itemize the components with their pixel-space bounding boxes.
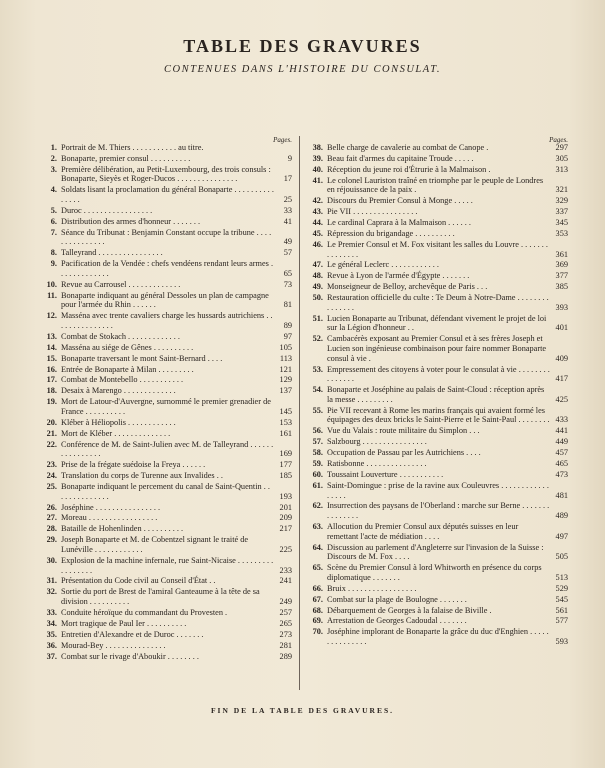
entry-title: Restauration officielle du culte : Te Deum à Notre-Dame . . . . . . . . . . . . . . . — [327, 293, 549, 312]
entry-title: Pie VII . . . . . . . . . . . . . . . . — [327, 207, 418, 217]
entry-page: 97 — [283, 331, 292, 341]
entry-number: 45. — [312, 228, 323, 238]
column-divider — [299, 136, 300, 690]
entry-title: Cambacérès exposant au Premier Consul et à ses frères Joseph et Lucien son ingénieuse combinaison pour faire nommer Bonaparte consul à vie . — [327, 334, 547, 363]
entry-title: Monseigneur de Belloy, archevêque de Paris . . . — [327, 282, 488, 292]
entry-number: 12. — [46, 311, 57, 321]
entry-title: Explosion de la machine infernale, rue Saint-Nicaise . . . . . . . . . . . . . . . . . — [61, 555, 274, 575]
entry-page: 361 — [555, 249, 568, 259]
list-item — [306, 595, 568, 605]
entry-page: 161 — [279, 428, 292, 438]
entry-page: 241 — [279, 576, 292, 586]
entry-title: Combat de Montebello . . . . . . . . . . . — [61, 375, 184, 385]
list-item — [40, 608, 292, 618]
left-column — [40, 136, 292, 662]
entry-title: Combat de Stokach . . . . . . . . . . . . . — [61, 331, 180, 341]
entry-title: Salzbourg . . . . . . . . . . . . . . . . — [327, 437, 427, 447]
list-item — [40, 641, 292, 651]
entry-number: 32. — [46, 587, 57, 597]
entry-number: 51. — [312, 313, 323, 323]
entry-page: 177 — [279, 460, 292, 470]
entry-title: Scène du Premier Consul à lord Whitworth en présence du corps diplomatique . . . . . . . — [327, 563, 542, 582]
list-item — [306, 282, 568, 292]
list-item — [306, 260, 568, 270]
entry-number: 44. — [312, 218, 323, 228]
entry-page: 153 — [279, 417, 292, 427]
entry-page: 401 — [555, 323, 568, 333]
list-item — [40, 217, 292, 227]
entry-page: 481 — [555, 490, 568, 500]
entry-page: 273 — [279, 629, 292, 639]
entry-page: 169 — [279, 449, 292, 459]
entry-page: 593 — [555, 637, 568, 647]
list-item — [40, 354, 292, 364]
list-item — [306, 196, 568, 206]
entry-page: 505 — [555, 552, 568, 562]
entry-number: 60. — [312, 469, 323, 479]
list-item — [306, 470, 568, 480]
entry-title: Bonaparte et Joséphine au palais de Saint-Cloud : réception après la messe . . . . . . . . . — [327, 385, 545, 404]
entry-title: Répression du brigandage . . . . . . . . . . — [327, 228, 455, 238]
list-item — [306, 154, 568, 164]
entry-number: 15. — [46, 353, 57, 363]
list-item — [40, 471, 292, 481]
entry-page: 337 — [555, 207, 568, 217]
entry-number: 70. — [312, 627, 323, 637]
right-column — [306, 136, 568, 648]
list-item — [306, 437, 568, 447]
entry-number: 49. — [312, 282, 323, 292]
entry-title: Bruix . . . . . . . . . . . . . . . . . — [327, 583, 417, 593]
entry-title: Conférence de M. de Saint-Julien avec M. de Talleyrand . . . . . . . . . . . . . . . . — [61, 439, 274, 459]
entry-number: 1. — [50, 143, 57, 152]
entry-title: Joseph Bonaparte et M. de Cobentzel signant le traité de Lunéville . . . . . . . . . . . . — [61, 535, 249, 554]
entry-title: Lucien Bonaparte au Tribunat, défendant vivement le projet de loi sur la Légion d'honneur . . — [327, 313, 547, 333]
entry-number: 63. — [312, 522, 323, 531]
entry-number: 52. — [312, 334, 323, 344]
list-item — [40, 556, 292, 575]
list-item — [306, 543, 568, 562]
list-item — [306, 293, 568, 312]
list-item — [306, 207, 568, 217]
entry-title: Prise de la frégate suédoise la Freya . . . . . . — [61, 460, 206, 470]
entry-number: 4. — [50, 185, 57, 195]
entry-number: 64. — [312, 542, 323, 552]
list-item — [306, 616, 568, 626]
entry-page: 305 — [555, 153, 568, 163]
entry-title: Toussaint Louverture . . . . . . . . . . . — [327, 469, 444, 479]
entry-number: 30. — [46, 555, 57, 565]
entry-title: Sortie du port de Brest de l'amiral Ganteaume à la tête de sa division . . . . . . . . . . — [61, 587, 260, 607]
list-item — [306, 584, 568, 594]
list-item — [40, 206, 292, 216]
entry-title: Mort de Kléber . . . . . . . . . . . . . . — [61, 428, 171, 438]
entry-page: 393 — [555, 302, 568, 312]
footer-text: FIN DE LA TABLE DES GRAVURES. — [210, 706, 395, 715]
entry-page: 385 — [555, 282, 568, 292]
page-subtitle: CONTENUES DANS L'HISTOIRE DU CONSULAT. — [164, 64, 441, 75]
list-item — [306, 448, 568, 458]
list-item — [40, 397, 292, 416]
entry-page: 321 — [555, 185, 568, 195]
entry-page: 145 — [279, 406, 292, 416]
entry-title: Mort de Latour-d'Auvergne, surnommé le premier grenadier de France . . . . . . . . . . — [61, 397, 271, 416]
entry-number: 48. — [312, 271, 323, 281]
page-title: TABLE DES GRAVURES — [183, 36, 422, 56]
list-item — [40, 587, 292, 606]
list-item — [40, 165, 292, 184]
entry-page: 353 — [555, 228, 568, 238]
entry-page: 577 — [555, 616, 568, 626]
entry-title: Joséphine implorant de Bonaparte la grâce du duc d'Enghien . . . . . . . . . . . . . . . — [327, 627, 549, 647]
entry-page: 529 — [555, 583, 568, 593]
list-item — [40, 259, 292, 278]
entry-number: 19. — [46, 397, 57, 407]
entry-number: 9. — [50, 259, 57, 269]
entry-number: 38. — [312, 143, 323, 152]
entry-number: 5. — [50, 205, 57, 215]
entry-number: 37. — [46, 651, 57, 661]
entry-number: 20. — [46, 417, 57, 427]
list-item — [306, 426, 568, 436]
list-item — [306, 481, 568, 500]
entry-page: 201 — [279, 502, 292, 512]
entry-title: Bonaparte, premier consul . . . . . . . . . . — [61, 153, 191, 163]
entry-page: 433 — [555, 415, 568, 425]
list-item — [40, 576, 292, 586]
list-item — [40, 332, 292, 342]
entry-page: 449 — [555, 437, 568, 447]
entry-title: Saint-Domingue : prise de la ravine aux Couleuvres . . . . . . . . . . . . . . . . . — [327, 480, 549, 500]
entry-page: 465 — [555, 459, 568, 469]
list-item — [40, 652, 292, 662]
entry-number: 50. — [312, 293, 323, 303]
entry-page: 425 — [555, 394, 568, 404]
entry-title: Le Premier Consul et M. Fox visitant les salles du Louvre . . . . . . . . . . . . . . . — [327, 239, 548, 259]
entry-page: 137 — [279, 386, 292, 396]
entry-page: 281 — [279, 640, 292, 650]
entry-page: 369 — [555, 260, 568, 270]
list-item — [40, 630, 292, 640]
list-item — [40, 524, 292, 534]
list-item — [306, 229, 568, 239]
entry-page: 377 — [555, 271, 568, 281]
entry-page: 545 — [555, 594, 568, 604]
list-item — [306, 314, 568, 333]
list-item — [306, 143, 568, 153]
list-item — [306, 240, 568, 259]
entry-page: 65 — [283, 268, 292, 278]
pages-header-left: Pages. — [273, 136, 292, 144]
entry-page: 49 — [283, 237, 292, 247]
entry-page: 249 — [279, 597, 292, 607]
list-item — [306, 522, 568, 541]
entry-number: 25. — [46, 482, 57, 491]
entry-number: 62. — [312, 501, 323, 511]
entry-title: Arrestation de Georges Cadoudal . . . . . . . — [327, 616, 467, 626]
entry-title: Le général Leclerc . . . . . . . . . . . . — [327, 260, 439, 270]
list-item — [306, 406, 568, 425]
entry-title: Distribution des armes d'honneur . . . . . . . — [61, 216, 201, 226]
entry-page: 513 — [555, 572, 568, 582]
entry-number: 14. — [46, 342, 57, 352]
entry-title: Masséna au siége de Gênes . . . . . . . . . . — [61, 342, 194, 352]
entry-number: 24. — [46, 471, 57, 481]
entry-number: 35. — [46, 629, 57, 639]
list-item — [40, 154, 292, 164]
entry-title: Revue au Carrousel . . . . . . . . . . . . . — [61, 279, 181, 289]
entry-title: Occupation de Passau par les Autrichiens . . . . — [327, 448, 481, 458]
list-item — [306, 385, 568, 404]
entry-page: 41 — [283, 216, 292, 226]
entry-page: 185 — [279, 471, 292, 481]
entry-title: Moreau . . . . . . . . . . . . . . . . . — [61, 513, 158, 523]
entry-page: 473 — [555, 469, 568, 479]
list-item — [40, 482, 292, 501]
entry-page: 105 — [279, 342, 292, 352]
entry-page: 313 — [555, 164, 568, 174]
list-item — [306, 365, 568, 384]
entry-page: 257 — [279, 607, 292, 617]
list-item — [306, 176, 568, 195]
entry-title: Soldats lisant la proclamation du général Bonaparte . . . . . . . . . . . . . . . — [61, 185, 274, 205]
entry-page: 345 — [555, 218, 568, 228]
entry-number: 7. — [50, 227, 57, 237]
entry-number: 46. — [312, 239, 323, 249]
entry-number: 11. — [47, 290, 57, 300]
entry-page: 497 — [555, 531, 568, 541]
entry-page: 25 — [283, 195, 292, 205]
entry-page: 489 — [555, 511, 568, 521]
list-item — [40, 503, 292, 513]
entry-title: Pacification de la Vendée : chefs vendéens rendant leurs armes . . . . . . . . . . . . . — [61, 259, 274, 278]
entry-title: Allocution du Premier Consul aux députés suisses en leur remettant l'acte de médiation . . . . — [327, 522, 519, 541]
entry-title: Desaix à Marengo . . . . . . . . . . . . . — [61, 386, 176, 396]
entry-title: Entretien d'Alexandre et de Duroc . . . . . . . — [61, 629, 204, 639]
entry-title: Entrée de Bonaparte à Milan . . . . . . . . . — [61, 364, 194, 374]
entry-title: Mourad-Bey . . . . . . . . . . . . . . . — [61, 640, 166, 650]
list-item — [40, 343, 292, 353]
entry-title: Présentation du Code civil au Conseil d'État . . — [61, 576, 216, 586]
list-item — [40, 375, 292, 385]
entry-number: 10. — [46, 279, 57, 289]
entry-title: Le cardinal Caprara à la Malmaison . . . . . . — [327, 218, 471, 228]
entry-page: 297 — [555, 143, 568, 152]
entry-number: 33. — [46, 607, 57, 617]
entry-title: Première délibération, au Petit-Luxembourg, des trois consuls : Bonaparte, Sieyès et Roger-Ducos . . . . . . . . . . . . . . . — [61, 164, 271, 184]
entry-title: Bonaparte traversant le mont Saint-Bernard . . . . — [61, 353, 223, 363]
list-item — [40, 386, 292, 396]
list-item — [40, 280, 292, 290]
entry-number: 43. — [312, 207, 323, 217]
entry-number: 53. — [312, 364, 323, 374]
list-item — [306, 563, 568, 582]
entry-title: Mort tragique de Paul Ier . . . . . . . . . . — [61, 618, 187, 628]
list-item — [306, 459, 568, 469]
entry-title: Bataille de Hohenlinden . . . . . . . . . . — [61, 524, 184, 534]
entry-number: 69. — [312, 616, 323, 626]
entry-number: 67. — [312, 594, 323, 604]
entry-page: 561 — [555, 605, 568, 615]
entry-number: 29. — [46, 535, 57, 545]
entry-number: 68. — [312, 605, 323, 615]
list-item — [40, 535, 292, 554]
list-item — [306, 218, 568, 228]
list-item — [306, 606, 568, 616]
entry-page: 121 — [279, 364, 292, 374]
entry-title: Duroc . . . . . . . . . . . . . . . . . — [61, 205, 153, 215]
list-item — [40, 513, 292, 523]
entry-number: 42. — [312, 196, 323, 206]
entry-page: 209 — [279, 513, 292, 523]
list-item — [306, 627, 568, 646]
entry-page: 57 — [283, 248, 292, 258]
entry-title: Bonaparte indiquant le percement du canal de Saint-Quentin . . . . . . . . . . . . . . — [61, 482, 270, 501]
entry-title: Talleyrand . . . . . . . . . . . . . . . . — [61, 248, 163, 258]
entry-number: 2. — [50, 153, 57, 163]
entry-title: Le colonel Lauriston traîné en triomphe par le peuple de Londres en réjouissance de la paix . — [327, 175, 544, 195]
list-item — [40, 429, 292, 439]
entry-number: 28. — [46, 524, 57, 534]
list-item — [40, 228, 292, 247]
entry-title: Masséna avec trente cavaliers charge les hussards autrichiens . . . . . . . . . . . . . . . — [61, 311, 273, 331]
entry-number: 22. — [46, 439, 57, 449]
entry-number: 54. — [312, 385, 323, 395]
list-item — [40, 185, 292, 204]
entry-number: 58. — [312, 448, 323, 458]
entry-title: Bonaparte indiquant au général Dessoles un plan de campagne pour l'armée du Rhin . . . . . . — [61, 290, 269, 310]
entry-number: 56. — [312, 426, 323, 436]
entry-page: 217 — [279, 524, 292, 534]
entry-number: 39. — [312, 153, 323, 163]
entry-page: 113 — [279, 353, 292, 363]
entry-page: 417 — [555, 374, 568, 384]
entry-title: Discussion au parlement d'Angleterre sur l'invasion de la Suisse : Discours de M. Fox . . . . — [327, 542, 544, 562]
entry-number: 66. — [312, 583, 323, 593]
entry-number: 16. — [46, 364, 57, 374]
entry-number: 65. — [312, 563, 323, 573]
list-item — [306, 501, 568, 520]
entry-page: 73 — [283, 279, 292, 289]
entry-page: 193 — [279, 491, 292, 501]
entry-number: 40. — [312, 164, 323, 174]
list-item — [40, 143, 292, 153]
entry-title: Débarquement de Georges à la falaise de Biville . — [327, 605, 492, 615]
list-item — [40, 460, 292, 470]
pages-header-right: Pages. — [549, 136, 568, 144]
entry-title: Empressement des citoyens à voter pour le consulat à vie . . . . . . . . . . . . . . . — [327, 364, 550, 384]
entry-title: Belle charge de cavalerie au combat de Canope . — [327, 143, 489, 152]
entry-page: 329 — [555, 196, 568, 206]
entry-page: 457 — [555, 448, 568, 458]
entry-page: 33 — [283, 205, 292, 215]
list-item — [40, 440, 292, 459]
entry-number: 34. — [46, 618, 57, 628]
entry-title: Conduite héroïque du commandant du Provesten . — [61, 607, 228, 617]
entry-number: 8. — [50, 248, 57, 258]
entry-number: 57. — [312, 437, 323, 447]
entry-page: 289 — [279, 651, 292, 661]
entry-title: Réception du jeune roi d'Étrurie à la Malmaison . — [327, 164, 491, 174]
entry-number: 61. — [312, 480, 323, 490]
list-item — [306, 165, 568, 175]
entry-page: 9 — [287, 153, 292, 163]
entry-page: 81 — [283, 300, 292, 310]
entry-number: 55. — [312, 405, 323, 415]
entry-number: 21. — [46, 428, 57, 438]
list-item — [306, 334, 568, 363]
entry-title: Combat sur la plage de Boulogne . . . . . . . — [327, 594, 467, 604]
entry-title: Translation du corps de Turenne aux Invalides . . — [61, 471, 223, 481]
list-item — [40, 365, 292, 375]
entry-number: 26. — [46, 502, 57, 512]
entry-page: 89 — [283, 321, 292, 331]
entry-number: 17. — [46, 375, 57, 385]
list-item — [306, 271, 568, 281]
entry-number: 23. — [46, 460, 57, 470]
entry-page: 225 — [279, 544, 292, 554]
entry-number: 13. — [46, 331, 57, 341]
entry-page: 129 — [279, 375, 292, 385]
entry-number: 6. — [50, 216, 57, 226]
list-item — [40, 311, 292, 330]
entry-title: Séance du Tribunat : Benjamin Constant occupe la tribune . . . . . . . . . . . . . . . — [61, 227, 272, 247]
entry-number: 31. — [46, 576, 57, 586]
entry-title: Joséphine . . . . . . . . . . . . . . . . — [61, 502, 161, 512]
entry-number: 59. — [312, 459, 323, 469]
entry-title: Combat sur le rivage d'Aboukir . . . . . . . . — [61, 651, 199, 661]
entry-number: 27. — [46, 513, 57, 523]
entry-number: 47. — [312, 260, 323, 270]
entry-number: 18. — [46, 386, 57, 396]
entry-page: 233 — [279, 565, 292, 575]
entry-title: Portrait de M. Thiers . . . . . . . . . . . au titre. — [61, 143, 204, 152]
entry-page: 441 — [555, 426, 568, 436]
entry-number: 41. — [312, 175, 323, 185]
entry-title: Vue du Valais : route militaire du Simplon . . . — [327, 426, 480, 436]
entry-title: Revue à Lyon de l'armée d'Égypte . . . . . . . — [327, 271, 470, 281]
entry-title: Insurrection des paysans de l'Oberland : marche sur Berne . . . . . . . . . . . . . . . — [327, 501, 550, 521]
entry-page: 409 — [555, 353, 568, 363]
list-item — [40, 619, 292, 629]
entry-title: Discours du Premier Consul à Monge . . . . . — [327, 196, 473, 206]
entry-title: Kléber à Héliopolis . . . . . . . . . . . . — [61, 417, 176, 427]
entry-page: 265 — [279, 618, 292, 628]
list-item — [40, 248, 292, 258]
entry-number: 36. — [46, 640, 57, 650]
entry-number: 3. — [50, 164, 57, 174]
list-item — [40, 418, 292, 428]
entry-title: Beau fait d'armes du capitaine Troude . . . . . — [327, 153, 474, 163]
entry-title: Ratisbonne . . . . . . . . . . . . . . . — [327, 459, 427, 469]
list-item — [40, 291, 292, 310]
entry-page: 17 — [283, 174, 292, 184]
entry-title: Pie VII recevant à Rome les marins français qui avaient formé les équipages des deux bricks le Saint-Pierre et le Saint-Paul . . . . . . . . — [327, 405, 550, 425]
